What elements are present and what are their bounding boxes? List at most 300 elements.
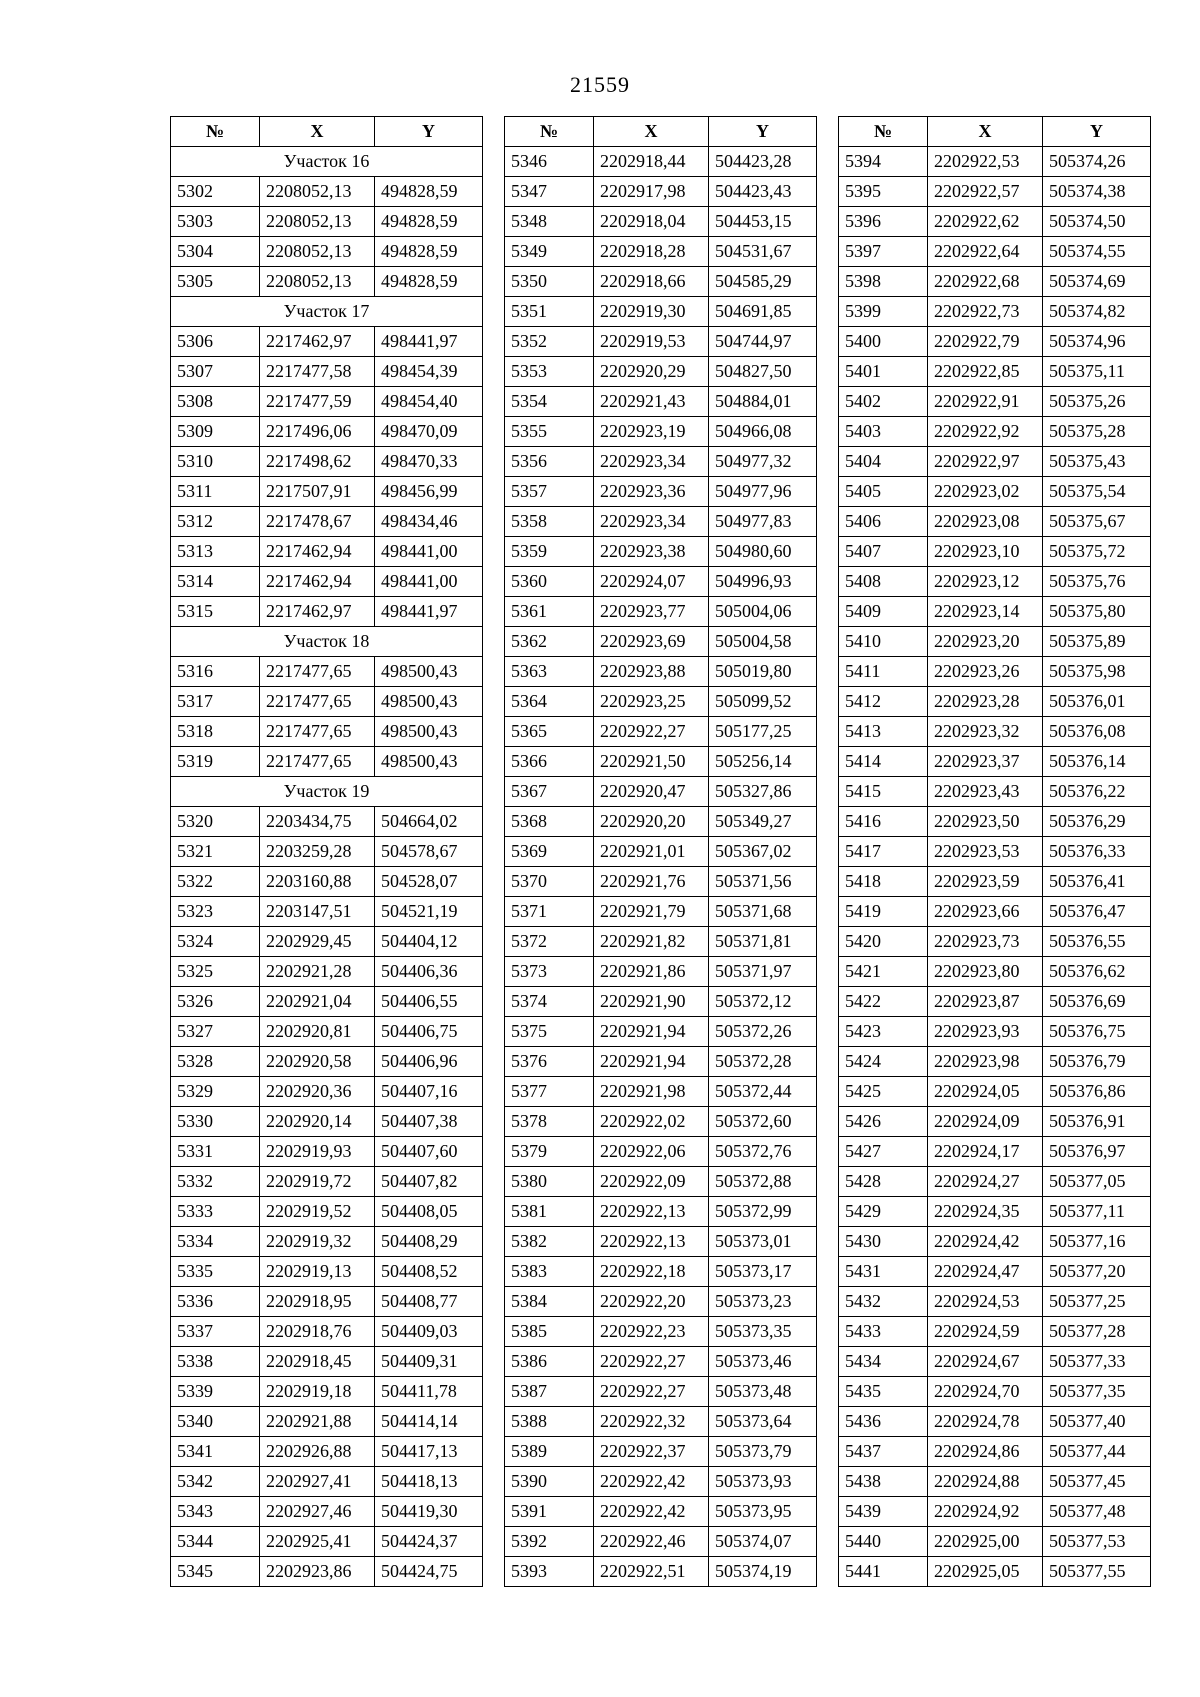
point-number-cell: 5304 — [171, 237, 260, 267]
x-coordinate-cell: 2202925,05 — [928, 1557, 1043, 1587]
y-coordinate-cell: 504406,36 — [375, 957, 483, 987]
y-coordinate-cell: 505373,48 — [709, 1377, 817, 1407]
y-coordinate-cell: 504407,16 — [375, 1077, 483, 1107]
table-row — [505, 1197, 817, 1227]
point-number-cell: 5436 — [839, 1407, 928, 1437]
table-row — [171, 1227, 483, 1257]
x-coordinate-cell: 2202923,69 — [594, 627, 709, 657]
coordinates-table-2 — [504, 116, 817, 1587]
x-coordinate-cell: 2202923,02 — [928, 477, 1043, 507]
table-row — [171, 1557, 483, 1587]
x-coordinate-cell: 2217498,62 — [260, 447, 375, 477]
point-number-cell: 5357 — [505, 477, 594, 507]
y-coordinate-cell: 505373,93 — [709, 1467, 817, 1497]
y-coordinate-cell: 505374,96 — [1043, 327, 1151, 357]
x-coordinate-cell: 2202924,09 — [928, 1107, 1043, 1137]
table-row — [171, 837, 483, 867]
point-number-cell: 5415 — [839, 777, 928, 807]
y-coordinate-cell: 505377,40 — [1043, 1407, 1151, 1437]
table-row — [839, 1137, 1151, 1167]
table-row — [505, 867, 817, 897]
table-row — [505, 1137, 817, 1167]
point-number-cell: 5325 — [171, 957, 260, 987]
y-coordinate-cell: 504423,43 — [709, 177, 817, 207]
table-row — [505, 327, 817, 357]
table-row — [505, 1107, 817, 1137]
point-number-cell: 5439 — [839, 1497, 928, 1527]
x-coordinate-cell: 2202924,27 — [928, 1167, 1043, 1197]
y-coordinate-cell: 498434,46 — [375, 507, 483, 537]
table-row — [839, 507, 1151, 537]
x-coordinate-cell: 2217478,67 — [260, 507, 375, 537]
table-row — [505, 897, 817, 927]
y-coordinate-cell: 504691,85 — [709, 297, 817, 327]
table-row — [171, 1197, 483, 1227]
table-row — [839, 447, 1151, 477]
table-row — [171, 1377, 483, 1407]
point-number-cell: 5316 — [171, 657, 260, 687]
point-number-cell: 5399 — [839, 297, 928, 327]
x-coordinate-cell: 2217477,65 — [260, 657, 375, 687]
point-number-cell: 5308 — [171, 387, 260, 417]
point-number-cell: 5302 — [171, 177, 260, 207]
point-number-cell: 5323 — [171, 897, 260, 927]
point-number-cell: 5343 — [171, 1497, 260, 1527]
x-coordinate-cell: 2208052,13 — [260, 267, 375, 297]
y-coordinate-cell: 505367,02 — [709, 837, 817, 867]
table-row — [839, 777, 1151, 807]
point-number-cell: 5334 — [171, 1227, 260, 1257]
x-coordinate-cell: 2202924,59 — [928, 1317, 1043, 1347]
y-coordinate-cell: 505376,22 — [1043, 777, 1151, 807]
table-row — [171, 1407, 483, 1437]
header-x: X — [928, 117, 1043, 147]
y-coordinate-cell: 505376,62 — [1043, 957, 1151, 987]
x-coordinate-cell: 2217477,58 — [260, 357, 375, 387]
y-coordinate-cell: 504424,37 — [375, 1527, 483, 1557]
y-coordinate-cell: 504744,97 — [709, 327, 817, 357]
table-row — [839, 1167, 1151, 1197]
x-coordinate-cell: 2202921,04 — [260, 987, 375, 1017]
point-number-cell: 5370 — [505, 867, 594, 897]
point-number-cell: 5307 — [171, 357, 260, 387]
point-number-cell: 5314 — [171, 567, 260, 597]
y-coordinate-cell: 505372,88 — [709, 1167, 817, 1197]
y-coordinate-cell: 505376,33 — [1043, 837, 1151, 867]
point-number-cell: 5411 — [839, 657, 928, 687]
point-number-cell: 5423 — [839, 1017, 928, 1047]
point-number-cell: 5337 — [171, 1317, 260, 1347]
y-coordinate-cell: 505375,89 — [1043, 627, 1151, 657]
y-coordinate-cell: 504977,96 — [709, 477, 817, 507]
point-number-cell: 5395 — [839, 177, 928, 207]
x-coordinate-cell: 2202918,66 — [594, 267, 709, 297]
table-row — [839, 387, 1151, 417]
y-coordinate-cell: 505376,29 — [1043, 807, 1151, 837]
x-coordinate-cell: 2202923,25 — [594, 687, 709, 717]
point-number-cell: 5324 — [171, 927, 260, 957]
x-coordinate-cell: 2202922,97 — [928, 447, 1043, 477]
x-coordinate-cell: 2202923,14 — [928, 597, 1043, 627]
point-number-cell: 5407 — [839, 537, 928, 567]
table-row — [505, 807, 817, 837]
x-coordinate-cell: 2202920,14 — [260, 1107, 375, 1137]
x-coordinate-cell: 2202923,77 — [594, 597, 709, 627]
x-coordinate-cell: 2202922,37 — [594, 1437, 709, 1467]
y-coordinate-cell: 505371,97 — [709, 957, 817, 987]
y-coordinate-cell: 505376,01 — [1043, 687, 1151, 717]
point-number-cell: 5339 — [171, 1377, 260, 1407]
x-coordinate-cell: 2202918,45 — [260, 1347, 375, 1377]
x-coordinate-cell: 2202923,73 — [928, 927, 1043, 957]
table-row — [839, 177, 1151, 207]
point-number-cell: 5422 — [839, 987, 928, 1017]
table-row — [505, 957, 817, 987]
table-row — [171, 717, 483, 747]
y-coordinate-cell: 504418,13 — [375, 1467, 483, 1497]
section-row — [171, 297, 483, 327]
y-coordinate-cell: 498500,43 — [375, 747, 483, 777]
y-coordinate-cell: 505377,11 — [1043, 1197, 1151, 1227]
y-coordinate-cell: 505372,12 — [709, 987, 817, 1017]
y-coordinate-cell: 505374,07 — [709, 1527, 817, 1557]
point-number-cell: 5355 — [505, 417, 594, 447]
point-number-cell: 5419 — [839, 897, 928, 927]
x-coordinate-cell: 2202923,87 — [928, 987, 1043, 1017]
table-row — [505, 1527, 817, 1557]
table-row — [171, 1257, 483, 1287]
point-number-cell: 5369 — [505, 837, 594, 867]
header-row — [839, 117, 1151, 147]
point-number-cell: 5379 — [505, 1137, 594, 1167]
x-coordinate-cell: 2202923,28 — [928, 687, 1043, 717]
x-coordinate-cell: 2202923,88 — [594, 657, 709, 687]
table-row — [839, 927, 1151, 957]
table-row — [505, 507, 817, 537]
section-title: Участок 19 — [171, 777, 483, 807]
point-number-cell: 5381 — [505, 1197, 594, 1227]
header-row — [171, 117, 483, 147]
x-coordinate-cell: 2208052,13 — [260, 237, 375, 267]
x-coordinate-cell: 2202917,98 — [594, 177, 709, 207]
y-coordinate-cell: 505375,54 — [1043, 477, 1151, 507]
y-coordinate-cell: 498441,97 — [375, 597, 483, 627]
point-number-cell: 5351 — [505, 297, 594, 327]
point-number-cell: 5390 — [505, 1467, 594, 1497]
point-number-cell: 5331 — [171, 1137, 260, 1167]
table-row — [839, 237, 1151, 267]
y-coordinate-cell: 494828,59 — [375, 177, 483, 207]
x-coordinate-cell: 2202919,53 — [594, 327, 709, 357]
x-coordinate-cell: 2217496,06 — [260, 417, 375, 447]
y-coordinate-cell: 498470,09 — [375, 417, 483, 447]
x-coordinate-cell: 2202923,98 — [928, 1047, 1043, 1077]
table-row — [171, 1527, 483, 1557]
y-coordinate-cell: 504408,77 — [375, 1287, 483, 1317]
section-row — [171, 627, 483, 657]
table-row — [171, 1017, 483, 1047]
x-coordinate-cell: 2202921,76 — [594, 867, 709, 897]
point-number-cell: 5309 — [171, 417, 260, 447]
table-row — [839, 1377, 1151, 1407]
x-coordinate-cell: 2202918,04 — [594, 207, 709, 237]
point-number-cell: 5344 — [171, 1527, 260, 1557]
y-coordinate-cell: 505376,08 — [1043, 717, 1151, 747]
point-number-cell: 5305 — [171, 267, 260, 297]
y-coordinate-cell: 504521,19 — [375, 897, 483, 927]
point-number-cell: 5360 — [505, 567, 594, 597]
y-coordinate-cell: 505377,53 — [1043, 1527, 1151, 1557]
y-coordinate-cell: 504453,15 — [709, 207, 817, 237]
table-row — [171, 657, 483, 687]
table-row — [171, 747, 483, 777]
table-row — [171, 597, 483, 627]
x-coordinate-cell: 2202922,68 — [928, 267, 1043, 297]
table-row — [171, 1077, 483, 1107]
x-coordinate-cell: 2208052,13 — [260, 207, 375, 237]
table-row — [171, 1047, 483, 1077]
point-number-cell: 5311 — [171, 477, 260, 507]
point-number-cell: 5375 — [505, 1017, 594, 1047]
table-row — [505, 747, 817, 777]
table-row — [839, 987, 1151, 1017]
y-coordinate-cell: 505374,19 — [709, 1557, 817, 1587]
x-coordinate-cell: 2202922,64 — [928, 237, 1043, 267]
point-number-cell: 5336 — [171, 1287, 260, 1317]
x-coordinate-cell: 2202923,32 — [928, 717, 1043, 747]
point-number-cell: 5321 — [171, 837, 260, 867]
x-coordinate-cell: 2202921,01 — [594, 837, 709, 867]
x-coordinate-cell: 2202923,36 — [594, 477, 709, 507]
table-row — [839, 1227, 1151, 1257]
point-number-cell: 5367 — [505, 777, 594, 807]
y-coordinate-cell: 504977,83 — [709, 507, 817, 537]
y-coordinate-cell: 504407,60 — [375, 1137, 483, 1167]
x-coordinate-cell: 2202922,27 — [594, 1347, 709, 1377]
x-coordinate-cell: 2217477,65 — [260, 747, 375, 777]
table-row — [839, 597, 1151, 627]
table-row — [171, 1317, 483, 1347]
y-coordinate-cell: 505376,86 — [1043, 1077, 1151, 1107]
table-row — [171, 447, 483, 477]
x-coordinate-cell: 2202924,70 — [928, 1377, 1043, 1407]
table-row — [839, 1077, 1151, 1107]
point-number-cell: 5397 — [839, 237, 928, 267]
y-coordinate-cell: 505019,80 — [709, 657, 817, 687]
point-number-cell: 5318 — [171, 717, 260, 747]
point-number-cell: 5440 — [839, 1527, 928, 1557]
y-coordinate-cell: 505376,55 — [1043, 927, 1151, 957]
y-coordinate-cell: 505372,76 — [709, 1137, 817, 1167]
x-coordinate-cell: 2202921,94 — [594, 1017, 709, 1047]
y-coordinate-cell: 505372,60 — [709, 1107, 817, 1137]
point-number-cell: 5432 — [839, 1287, 928, 1317]
table-row — [505, 1347, 817, 1377]
y-coordinate-cell: 505377,16 — [1043, 1227, 1151, 1257]
table-row — [505, 987, 817, 1017]
x-coordinate-cell: 2202920,36 — [260, 1077, 375, 1107]
table-row — [505, 927, 817, 957]
y-coordinate-cell: 505375,43 — [1043, 447, 1151, 477]
x-coordinate-cell: 2202923,26 — [928, 657, 1043, 687]
y-coordinate-cell: 505377,28 — [1043, 1317, 1151, 1347]
point-number-cell: 5359 — [505, 537, 594, 567]
x-coordinate-cell: 2202924,78 — [928, 1407, 1043, 1437]
x-coordinate-cell: 2202924,42 — [928, 1227, 1043, 1257]
point-number-cell: 5382 — [505, 1227, 594, 1257]
x-coordinate-cell: 2202929,45 — [260, 927, 375, 957]
table-row — [171, 237, 483, 267]
table-row — [839, 417, 1151, 447]
y-coordinate-cell: 498500,43 — [375, 717, 483, 747]
y-coordinate-cell: 505377,55 — [1043, 1557, 1151, 1587]
y-coordinate-cell: 504423,28 — [709, 147, 817, 177]
y-coordinate-cell: 504424,75 — [375, 1557, 483, 1587]
x-coordinate-cell: 2202922,62 — [928, 207, 1043, 237]
x-coordinate-cell: 2202920,20 — [594, 807, 709, 837]
x-coordinate-cell: 2202923,53 — [928, 837, 1043, 867]
x-coordinate-cell: 2217462,94 — [260, 567, 375, 597]
y-coordinate-cell: 505373,79 — [709, 1437, 817, 1467]
point-number-cell: 5312 — [171, 507, 260, 537]
x-coordinate-cell: 2202922,91 — [928, 387, 1043, 417]
table-row — [171, 567, 483, 597]
y-coordinate-cell: 505374,38 — [1043, 177, 1151, 207]
point-number-cell: 5435 — [839, 1377, 928, 1407]
point-number-cell: 5393 — [505, 1557, 594, 1587]
table-row — [505, 237, 817, 267]
y-coordinate-cell: 505374,55 — [1043, 237, 1151, 267]
table-row — [171, 807, 483, 837]
x-coordinate-cell: 2202922,51 — [594, 1557, 709, 1587]
point-number-cell: 5378 — [505, 1107, 594, 1137]
header-y: Y — [375, 117, 483, 147]
y-coordinate-cell: 505375,11 — [1043, 357, 1151, 387]
point-number-cell: 5349 — [505, 237, 594, 267]
table-row — [505, 207, 817, 237]
point-number-cell: 5413 — [839, 717, 928, 747]
table-row — [839, 807, 1151, 837]
point-number-cell: 5403 — [839, 417, 928, 447]
x-coordinate-cell: 2202926,88 — [260, 1437, 375, 1467]
y-coordinate-cell: 505377,25 — [1043, 1287, 1151, 1317]
y-coordinate-cell: 498454,39 — [375, 357, 483, 387]
y-coordinate-cell: 505349,27 — [709, 807, 817, 837]
point-number-cell: 5327 — [171, 1017, 260, 1047]
x-coordinate-cell: 2202922,85 — [928, 357, 1043, 387]
point-number-cell: 5434 — [839, 1347, 928, 1377]
table-row — [839, 297, 1151, 327]
x-coordinate-cell: 2202919,18 — [260, 1377, 375, 1407]
table-row — [839, 957, 1151, 987]
point-number-cell: 5322 — [171, 867, 260, 897]
x-coordinate-cell: 2202923,34 — [594, 507, 709, 537]
point-number-cell: 5433 — [839, 1317, 928, 1347]
point-number-cell: 5353 — [505, 357, 594, 387]
y-coordinate-cell: 505377,35 — [1043, 1377, 1151, 1407]
x-coordinate-cell: 2202922,27 — [594, 717, 709, 747]
y-coordinate-cell: 504966,08 — [709, 417, 817, 447]
y-coordinate-cell: 505375,26 — [1043, 387, 1151, 417]
y-coordinate-cell: 505372,44 — [709, 1077, 817, 1107]
table-row — [505, 447, 817, 477]
table-row — [839, 627, 1151, 657]
table-row — [171, 957, 483, 987]
point-number-cell: 5424 — [839, 1047, 928, 1077]
x-coordinate-cell: 2202920,58 — [260, 1047, 375, 1077]
point-number-cell: 5376 — [505, 1047, 594, 1077]
x-coordinate-cell: 2217477,59 — [260, 387, 375, 417]
header-row — [505, 117, 817, 147]
y-coordinate-cell: 504411,78 — [375, 1377, 483, 1407]
y-coordinate-cell: 505373,23 — [709, 1287, 817, 1317]
table-row — [839, 1017, 1151, 1047]
table-row — [839, 1407, 1151, 1437]
table-row — [505, 177, 817, 207]
x-coordinate-cell: 2217462,97 — [260, 327, 375, 357]
y-coordinate-cell: 504406,96 — [375, 1047, 483, 1077]
point-number-cell: 5335 — [171, 1257, 260, 1287]
y-coordinate-cell: 504407,82 — [375, 1167, 483, 1197]
table-row — [839, 1467, 1151, 1497]
point-number-cell: 5408 — [839, 567, 928, 597]
table-row — [839, 1437, 1151, 1467]
x-coordinate-cell: 2202918,28 — [594, 237, 709, 267]
x-coordinate-cell: 2202922,06 — [594, 1137, 709, 1167]
table-row — [839, 477, 1151, 507]
x-coordinate-cell: 2202922,27 — [594, 1377, 709, 1407]
header-y: Y — [1043, 117, 1151, 147]
table-row — [505, 1317, 817, 1347]
point-number-cell: 5391 — [505, 1497, 594, 1527]
x-coordinate-cell: 2202924,07 — [594, 567, 709, 597]
y-coordinate-cell: 505377,44 — [1043, 1437, 1151, 1467]
point-number-cell: 5350 — [505, 267, 594, 297]
point-number-cell: 5317 — [171, 687, 260, 717]
table-row — [505, 417, 817, 447]
point-number-cell: 5340 — [171, 1407, 260, 1437]
y-coordinate-cell: 505375,80 — [1043, 597, 1151, 627]
x-coordinate-cell: 2202925,41 — [260, 1527, 375, 1557]
table-row — [505, 1287, 817, 1317]
x-coordinate-cell: 2208052,13 — [260, 177, 375, 207]
x-coordinate-cell: 2202918,76 — [260, 1317, 375, 1347]
table-row — [505, 597, 817, 627]
table-row — [839, 1497, 1151, 1527]
point-number-cell: 5425 — [839, 1077, 928, 1107]
x-coordinate-cell: 2202920,29 — [594, 357, 709, 387]
x-coordinate-cell: 2202922,42 — [594, 1497, 709, 1527]
y-coordinate-cell: 505376,69 — [1043, 987, 1151, 1017]
point-number-cell: 5364 — [505, 687, 594, 717]
point-number-cell: 5342 — [171, 1467, 260, 1497]
table-row — [171, 387, 483, 417]
header-x: X — [594, 117, 709, 147]
x-coordinate-cell: 2202922,73 — [928, 297, 1043, 327]
x-coordinate-cell: 2202921,86 — [594, 957, 709, 987]
y-coordinate-cell: 504578,67 — [375, 837, 483, 867]
point-number-cell: 5428 — [839, 1167, 928, 1197]
x-coordinate-cell: 2202920,47 — [594, 777, 709, 807]
section-row — [171, 777, 483, 807]
point-number-cell: 5361 — [505, 597, 594, 627]
table-row — [839, 657, 1151, 687]
header-x: X — [260, 117, 375, 147]
point-number-cell: 5368 — [505, 807, 594, 837]
x-coordinate-cell: 2202922,42 — [594, 1467, 709, 1497]
point-number-cell: 5406 — [839, 507, 928, 537]
point-number-cell: 5420 — [839, 927, 928, 957]
